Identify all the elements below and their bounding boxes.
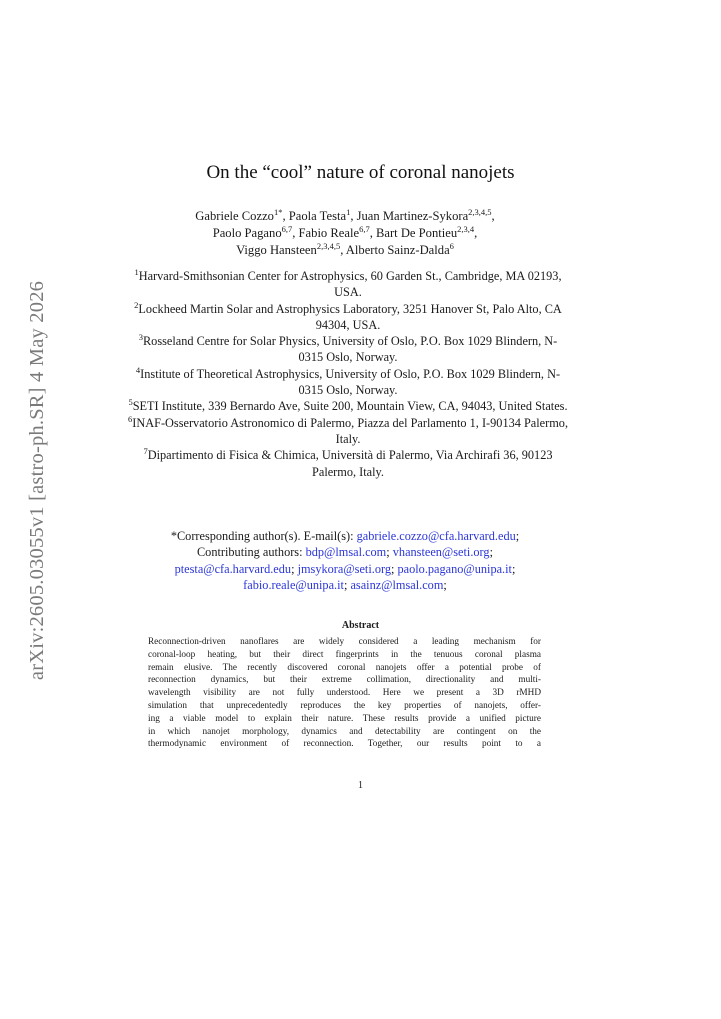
author: Fabio Reale$^{6,7}$,	[298, 223, 376, 240]
author: Alberto Sainz-Dalda$^6$	[345, 240, 454, 257]
affiliation-7: $^7$Dipartimento di Fisica & Chimica, Università di Palermo, Via Archirafi 36, 90123 Palermo, Italy.	[143, 446, 553, 479]
affiliation-list	[128, 268, 568, 480]
abstract-line: remain elusive. The recently discovered coronal nanojets offer a potential probe of	[148, 662, 541, 673]
email-link[interactable]: vhansteen@seti.org	[392, 545, 490, 560]
author: Paolo Pagano$^{6,7}$,	[212, 223, 299, 240]
author-list	[120, 208, 570, 259]
abstract-line: coronal-loop heating, but their direct fingerprints in the tenuous coronal plasma	[148, 649, 541, 660]
arxiv-id-text: arXiv:2605.03055v1 [astro-ph.SR] 4 May 2026	[26, 280, 49, 680]
affiliation-4: $^4$Institute of Theoretical Astrophysics, University of Oslo, P.O. Box 1029 Blindern, N-0315 Oslo, Norway.	[135, 364, 561, 398]
email-link[interactable]: paolo.pagano@unipa.it	[397, 561, 512, 576]
email-link[interactable]: ptesta@cfa.harvard.edu	[174, 561, 292, 576]
affiliation-1: $^1$Harvard-Smithsonian Center for Astrophysics, 60 Garden St., Cambridge, MA 02193, USA.	[134, 266, 562, 300]
author: Bart De Pontieu$^{2,3,4}$,	[375, 223, 478, 240]
email-link[interactable]: fabio.reale@unipa.it	[243, 578, 344, 593]
affiliation-6: $^6$INAF-Osservatorio Astronomico di Palermo, Piazza del Parlamento 1, I-90134 Palermo, Italy.	[128, 413, 569, 446]
abstract-line: in which nanojet morphology, dynamics and detectability are contingent on the	[148, 726, 541, 737]
corresponding-prefix: *Corresponding author(s). E-mail(s):	[170, 529, 357, 543]
affiliation-3: $^3$Rosseland Centre for Solar Physics, University of Oslo, P.O. Box 1029 Blindern, N-0315 Oslo, Norway.	[138, 332, 558, 365]
corresponding-authors-block: *Corresponding author(s). E-mail(s): gabriele.cozzo@cfa.harvard.edu; Contributing authors: bdp@lmsal.com; vhansteen@seti.org; ptesta@cfa.harvard.edu; jmsykora@seti.org; paolo.pagano@unipa.it; fabio.reale@unipa.it; asainz@lmsal.com;	[170, 529, 520, 593]
page-number: 1	[358, 780, 363, 791]
abstract-line: Reconnection-driven nanoflares are widely considered a leading mechanism for	[148, 637, 541, 647]
abstract-line: reconnection dynamics, but their extreme collimation, directionality and multi-	[148, 675, 541, 686]
abstract-line: wavelength visibility are not fully understood. Here we present a 3D rMHD	[148, 688, 541, 699]
author: Juan Martinez-Sykora$^{2,3,4,5}$,	[356, 206, 495, 223]
abstract-line: simulation that unprecedentedly reproduces the key properties of nanojets, offer-	[148, 700, 541, 711]
abstract-line: thermodynamic environment of reconnection. Together, our results point to a	[148, 739, 541, 750]
email-link[interactable]: bdp@lmsal.com	[305, 545, 387, 560]
abstract-heading: Abstract	[341, 620, 380, 631]
author: Gabriele Cozzo$^{1*}$,	[195, 206, 289, 223]
affiliation-2: $^2$Lockheed Martin Solar and Astrophysics Laboratory, 3251 Hanover St, Palo Alto, CA 94304, USA.	[134, 299, 562, 332]
email-link[interactable]: jmsykora@seti.org	[297, 561, 391, 576]
affiliation-5: $^5$SETI Institute, 339 Bernardo Ave, Suite 200, Mountain View, CA, 94043, United States.	[128, 397, 568, 414]
contributing-label: Contributing authors:	[196, 545, 306, 560]
author: Paola Testa$^1$,	[288, 206, 357, 223]
email-link[interactable]: gabriele.cozzo@cfa.harvard.edu	[356, 529, 516, 543]
paper-title: On the “cool” nature of coronal nanojets	[206, 162, 515, 183]
author: Viggo Hansteen$^{2,3,4,5}$,	[236, 240, 346, 257]
abstract-line: ing a viable model to explain their nature. These results provide a unified picture	[148, 713, 541, 724]
abstract-text	[148, 636, 541, 751]
email-link[interactable]: asainz@lmsal.com	[350, 578, 444, 593]
